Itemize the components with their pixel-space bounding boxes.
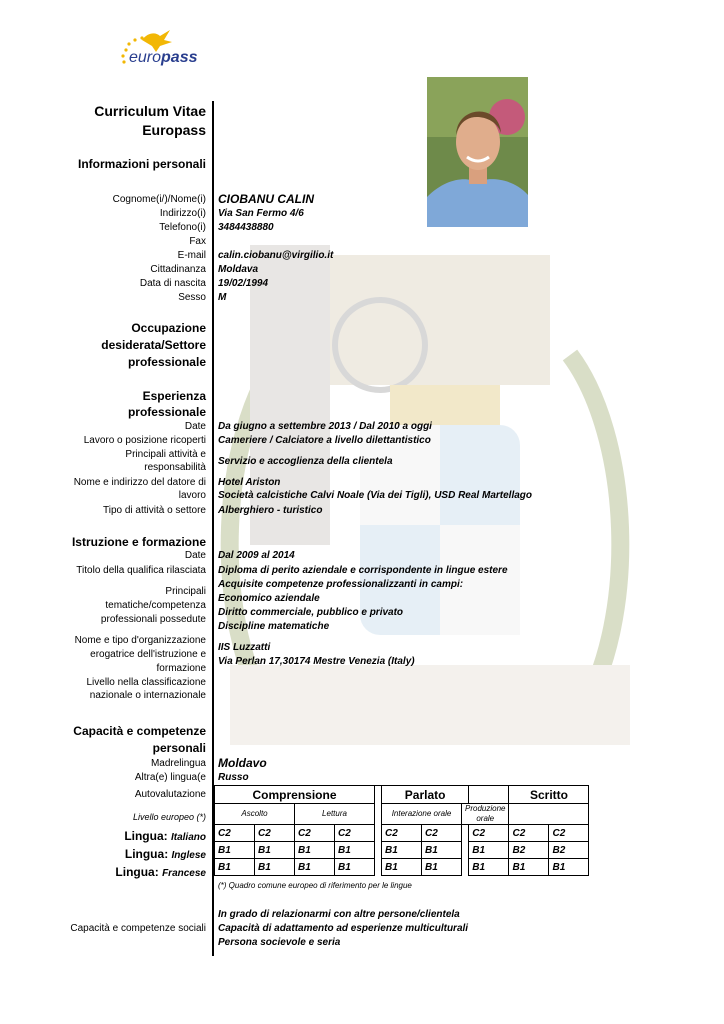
other-language-label: Altra(e) lingua(e (134, 772, 206, 783)
lang-row-label: Lingua: Italiano (124, 829, 206, 843)
lang-row-inglese: B1 B1 B1 B1 B1 B1 B1 B2 B2 (215, 842, 589, 859)
exp-activities-value: Servizio e accoglienza della clientela (218, 456, 393, 467)
email-value: calin.ciobanu@virgilio.it (218, 250, 334, 261)
lang-row-label: Lingua: Francese (115, 865, 206, 879)
section-experience: Esperienza (142, 389, 206, 403)
sub-produzione: Produzione orale (462, 804, 509, 825)
section-skills: Capacità e competenze (73, 724, 206, 738)
exp-employer-label: lavoro (178, 490, 206, 501)
mother-tongue-value: Moldavo (218, 756, 267, 770)
edu-level-label: Livello nella classificazione (86, 677, 206, 688)
edu-topics-label: Principali (165, 586, 206, 597)
section-occupation: desiderata/Settore (101, 338, 206, 352)
edu-org-value: IIS Luzzatti (218, 642, 271, 653)
exp-sector-label: Tipo di attività o settore (102, 505, 206, 516)
edu-org-value: Via Perlan 17,30174 Mestre Venezia (Italy) (218, 656, 415, 667)
sex-value: M (218, 292, 227, 303)
sub-lettura: Lettura (295, 804, 375, 825)
exp-activities-label: responsabilità (144, 462, 206, 473)
name-value: CIOBANU CALIN (218, 192, 314, 206)
edu-dates-label: Date (184, 550, 206, 561)
edu-topics-label: tematiche/competenza (105, 600, 206, 611)
exp-job-value: Cameriere / Calciatore a livello dilettantistico (218, 435, 431, 446)
lang-row-francese: B1 B1 B1 B1 B1 B1 B1 B1 B1 (215, 859, 589, 876)
language-note: (*) Quadro comune europeo di riferimento per le lingue (218, 881, 412, 890)
exp-employer-label: Nome e indirizzo del datore di (73, 477, 206, 488)
exp-employer-value: Società calcistiche Calvi Noale (Via dei Tigli), USD Real Martellago (218, 490, 532, 501)
sub-interazione: Interazione orale (382, 804, 462, 825)
edu-org-label: formazione (156, 663, 206, 674)
lang-row-italiano: C2 C2 C2 C2 C2 C2 C2 C2 C2 (215, 825, 589, 842)
exp-sector-value: Alberghiero - turistico (218, 505, 323, 516)
exp-employer-value: Hotel Ariston (218, 477, 281, 488)
exp-dates-value: Da giugno a settembre 2013 / Dal 2010 a oggi (218, 421, 432, 432)
citizenship-label: Cittadinanza (150, 264, 206, 275)
col-comprensione: Comprensione (215, 786, 375, 804)
section-education: Istruzione e formazione (71, 535, 206, 549)
fax-label: Fax (189, 236, 206, 247)
language-table (214, 785, 589, 876)
edu-topics-value: Diritto commerciale, pubblico e privato (218, 607, 404, 618)
name-label: Cognome(i/)/Nome(i) (112, 194, 206, 205)
exp-activities-label: Principali attività e (125, 449, 206, 460)
profile-photo (427, 77, 528, 227)
address-label: Indirizzo(i) (159, 208, 206, 219)
edu-org-label: erogatrice dell'istruzione e (90, 649, 206, 660)
europass-logo-text: europass (129, 49, 198, 66)
section-occupation: professionale (127, 355, 206, 369)
self-assessment-label: Autovalutazione (134, 789, 206, 800)
edu-level-label: nazionale o internazionale (89, 690, 206, 701)
edu-topics-value: Economico aziendale (218, 593, 320, 604)
cv-title: Curriculum Vitae (94, 103, 206, 119)
birth-value: 19/02/1994 (218, 278, 269, 289)
phone-label: Telefono(i) (159, 222, 206, 233)
exp-job-label: Lavoro o posizione ricoperti (83, 435, 206, 446)
address-value: Via San Fermo 4/6 (218, 208, 304, 219)
section-personal: Informazioni personali (77, 157, 206, 171)
social-skills-value: In grado di relazionarmi con altre persone/clientela (218, 909, 460, 920)
edu-topics-label: professionali possedute (100, 614, 206, 625)
sex-label: Sesso (178, 292, 206, 303)
section-occupation: Occupazione (131, 321, 206, 335)
sub-ascolto: Ascolto (215, 804, 295, 825)
edu-title-value: Diploma di perito aziendale e corrispondente in lingue estere (218, 565, 508, 576)
lang-row-label: Lingua: Inglese (124, 847, 206, 861)
phone-value: 3484438880 (218, 222, 274, 233)
edu-topics-value: Discipline matematiche (218, 621, 330, 632)
email-label: E-mail (177, 250, 206, 261)
level-label: Livello europeo (*) (132, 812, 206, 822)
edu-title-label: Titolo della qualifica rilasciata (76, 565, 206, 576)
col-parlato: Parlato (382, 786, 469, 804)
other-language-value: Russo (218, 772, 249, 783)
mother-tongue-label: Madrelingua (150, 758, 206, 769)
citizenship-value: Moldava (218, 264, 259, 275)
col-scritto: Scritto (509, 786, 589, 804)
exp-dates-label: Date (184, 421, 206, 432)
edu-dates-value: Dal 2009 al 2014 (218, 550, 295, 561)
social-skills-value: Persona socievole e seria (218, 937, 341, 948)
cv-subtitle: Europass (142, 122, 206, 138)
edu-org-label: Nome e tipo d'organizzazione (74, 635, 206, 646)
social-skills-label: Capacità e competenze sociali (70, 923, 206, 934)
birth-label: Data di nascita (139, 278, 206, 289)
section-skills: personali (152, 741, 206, 755)
edu-topics-value: Acquisite competenze professionalizzanti in campi: (218, 579, 464, 590)
social-skills-value: Capacità di adattamento ad esperienze multiculturali (218, 923, 469, 934)
section-experience: professionale (127, 405, 206, 419)
